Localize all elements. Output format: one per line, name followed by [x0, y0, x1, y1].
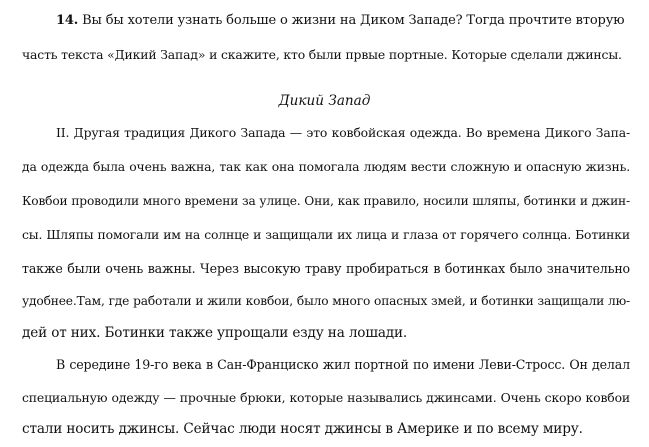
paragraph2-line-2: специальную одежду — прочные брюки, которые назывались джинсами. Очень скоро ковбои	[22, 390, 630, 405]
paragraph1-line-2: да одежда была очень важна, так как она помогала людям вести сложную и опасную жизнь.	[22, 159, 630, 174]
task-line-1	[56, 12, 630, 30]
task-text-line-1: Вы бы хотели узнать больше о жизни на Диком Западе? Тогда прочтите вторую	[82, 13, 625, 28]
task-number: 14.	[56, 13, 79, 28]
paragraph1-line-7: дей от них. Ботинки также упрощали езду на лошади.	[22, 325, 408, 341]
paragraph2-line-3: стали носить джинсы. Сейчас люди носят джинсы в Америке и по всему миру.	[22, 421, 583, 437]
paragraph1-line-4: сы. Шляпы помогали им на солнце и защищали их лица и глаза от горячего солнца. Ботинки	[22, 227, 630, 242]
paragraph1-line-6: удобнее.Там, где работали и жили ковбои, было много опасных змей, и ботинки защищали лю-	[22, 294, 630, 308]
task-text-line-2: часть текста «Дикий Запад» и скажите, кто были првые портные. Которые сделали джинсы.	[22, 47, 622, 62]
paragraph1-line-1: II. Другая традиция Дикого Запада — это ковбойская одежда. Во времена Дикого Запа-	[56, 125, 630, 140]
paragraph1-line-3: Ковбои проводили много времени за улице. Они, как правило, носили шляпы, ботинки и джин-	[22, 194, 630, 208]
paragraph2-line-1: В середине 19-го века в Сан-Франциско жил портной по имени Леви-Стросс. Он делал	[56, 357, 630, 372]
text-title: Дикий Запад	[278, 93, 371, 109]
paragraph1-line-5: также были очень важны. Через высокую траву пробираться в ботинках было значительно	[22, 261, 630, 276]
